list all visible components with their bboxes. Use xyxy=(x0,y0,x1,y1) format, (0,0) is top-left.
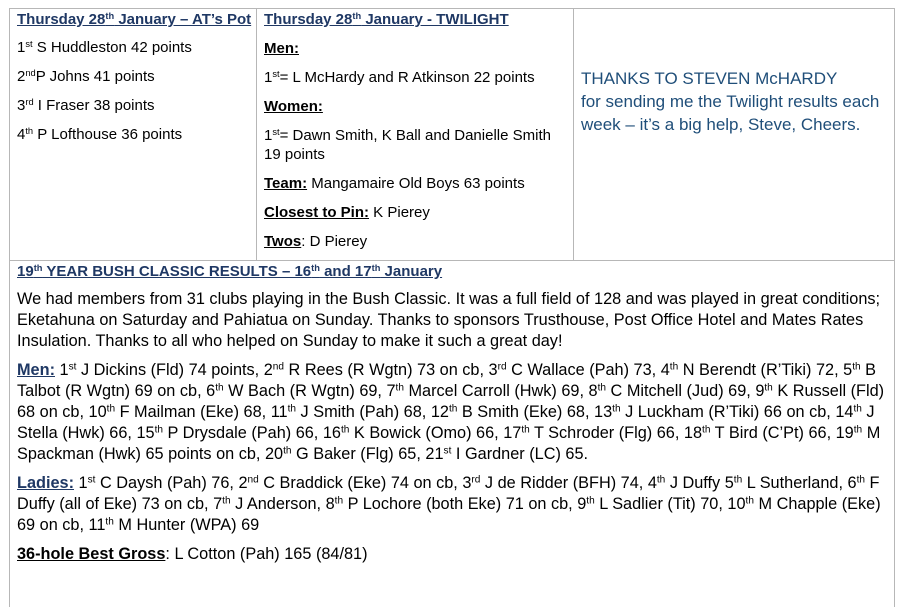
placing-suffix: th xyxy=(669,361,679,373)
placing-suffix: th xyxy=(448,403,458,415)
placing-number: 12 xyxy=(430,403,449,421)
placing-number: 4 xyxy=(660,361,670,379)
result-text: T Schroder (Flg) 66, xyxy=(529,424,684,442)
ats-pot-result-row xyxy=(17,96,255,115)
placing-number: 18 xyxy=(683,424,703,442)
result-text: J Duffy xyxy=(665,474,725,492)
result-text: C Braddick (Eke) 74 on cb, xyxy=(258,474,463,492)
placing-number: 10 xyxy=(88,403,107,421)
result-text: K Bowick (Omo) 66, xyxy=(349,424,504,442)
ats-pot-cell xyxy=(17,10,255,144)
placing-number: 11 xyxy=(88,516,106,534)
placing-number: 15 xyxy=(136,424,155,442)
placing-suffix: th xyxy=(612,403,621,415)
placing-suffix: rd xyxy=(497,361,507,373)
placing-number: 19 xyxy=(835,424,854,442)
result-text: M Hunter (WPA) 69 xyxy=(113,516,260,534)
placing-suffix: th xyxy=(340,424,350,436)
placing-number: 21 xyxy=(425,445,444,463)
ats-pot-results xyxy=(17,38,255,144)
result-text: T Bird (C’Pt) 66, xyxy=(710,424,836,442)
placing-suffix: th xyxy=(745,495,754,507)
placing-suffix: nd xyxy=(272,361,285,373)
placing-number: 6 xyxy=(847,474,857,492)
result-text: B Talbot (R Wgtn) 69 on cb, xyxy=(17,361,877,400)
result-text: W Bach (R Wgtn) 69, xyxy=(223,382,387,400)
bush-classic-best-gross xyxy=(17,544,887,565)
placing-number: 2 xyxy=(238,474,248,492)
twilight-heading: Thursday 28th January - TWILIGHT xyxy=(264,10,509,28)
placing-number: 1 xyxy=(78,474,88,492)
result-text: G Baker (Flg) 65, xyxy=(291,445,426,463)
result-text: N Berendt (R’Tiki) 72, xyxy=(678,361,844,379)
result-text: K Russell (Fld) 68 on cb, xyxy=(17,382,885,421)
result-text: L Sutherland, xyxy=(742,474,848,492)
placing-number: 8 xyxy=(325,495,335,513)
best-gross-value: : L Cotton (Pah) 165 (84/81) xyxy=(165,545,368,563)
table-border-right xyxy=(894,8,895,607)
placing-number: 2 xyxy=(17,68,26,85)
result-text: J de Ridder (BFH) 74, xyxy=(480,474,648,492)
men-label: Men: xyxy=(17,361,55,379)
twilight-twos: Twos: D Pierey xyxy=(264,233,368,250)
placing-suffix: rd xyxy=(471,474,481,486)
result-text: R Rees (R Wgtn) 73 on cb, xyxy=(284,361,489,379)
twilight-women-result: 1st= Dawn Smith, K Ball and Danielle Smith 19 points xyxy=(264,126,551,163)
placing-suffix: th xyxy=(395,382,404,394)
twilight-men-label: Men: xyxy=(264,40,299,57)
placing-suffix: st xyxy=(68,361,77,373)
placing-number: 1 xyxy=(17,39,26,56)
thanks-heading: THANKS TO STEVEN McHARDY xyxy=(581,69,838,88)
result-text: Marcel Carroll (Hwk) 69, xyxy=(403,382,589,400)
placing-number: 20 xyxy=(264,445,284,463)
placing-number: 9 xyxy=(755,382,765,400)
placing-suffix: st xyxy=(87,474,96,486)
result-text: P Lochore (both Eke) 71 on cb, xyxy=(343,495,578,513)
placing-suffix: th xyxy=(733,474,743,486)
placing-suffix: th xyxy=(215,382,224,394)
result-text: I Gardner (LC) 65. xyxy=(451,445,589,463)
best-gross-label: 36-hole Best Gross xyxy=(17,545,166,563)
result-text: P Drysdale (Pah) 66, xyxy=(162,424,323,442)
table-border-top xyxy=(9,8,895,9)
placing-suffix: th xyxy=(702,424,711,436)
bush-classic-heading: 19th YEAR BUSH CLASSIC RESULTS – 16th and 17th January xyxy=(17,262,443,280)
ats-pot-result-row xyxy=(17,125,255,144)
result-text: P Lofthouse 36 points xyxy=(33,126,183,143)
result-text: M Spackman (Hwk) 65 points on cb, xyxy=(17,424,881,463)
bush-classic-cell xyxy=(17,262,887,565)
placing-number: 16 xyxy=(322,424,341,442)
thanks-body: for sending me the Twilight results each week – it’s a big help, Steve, Cheers. xyxy=(581,92,880,134)
result-text: F Duffy (all of Eke) 73 on cb, xyxy=(17,474,880,513)
placing-number: 8 xyxy=(588,382,598,400)
twilight-team: Team: Mangamaire Old Boys 63 points xyxy=(264,175,525,192)
placing-suffix: th xyxy=(853,403,862,415)
bush-classic-men-results xyxy=(17,360,887,465)
twilight-women-label: Women: xyxy=(264,98,323,115)
result-text: C Daysh (Pah) 76, xyxy=(95,474,239,492)
placing-suffix: th xyxy=(105,516,114,528)
placing-number: 7 xyxy=(386,382,396,400)
bush-classic-ladies-results xyxy=(17,473,887,536)
result-text: J Luckham (R’Tiki) 66 on cb, xyxy=(620,403,836,421)
ats-pot-heading: Thursday 28th January – AT’s Pot xyxy=(17,10,252,28)
placing-number: 2 xyxy=(263,361,273,379)
placing-number: 4 xyxy=(647,474,657,492)
placing-number: 14 xyxy=(835,403,854,421)
placing-suffix: st xyxy=(443,445,452,457)
result-text: C Mitchell (Jud) 69, xyxy=(606,382,756,400)
result-text: J Dickins (Fld) 74 points, xyxy=(76,361,264,379)
result-text: J Stella (Hwk) 66, xyxy=(17,403,875,442)
placing-suffix: th xyxy=(287,403,297,415)
placing-number: 17 xyxy=(503,424,522,442)
placing-suffix: th xyxy=(106,403,116,415)
ats-pot-result-row xyxy=(17,38,255,57)
placing-number: 5 xyxy=(724,474,734,492)
column-divider-2 xyxy=(573,8,574,260)
result-text: J Smith (Pah) 68, xyxy=(296,403,431,421)
placing-number: 11 xyxy=(270,403,288,421)
result-text: S Huddleston 42 points xyxy=(32,39,192,56)
placing-suffix: th xyxy=(852,361,861,373)
placing-suffix: th xyxy=(222,495,231,507)
placing-suffix: th xyxy=(856,474,865,486)
row-divider xyxy=(9,260,895,261)
placing-number: 13 xyxy=(594,403,613,421)
placing-suffix: rd xyxy=(25,96,34,107)
table-border-left xyxy=(9,8,10,607)
placing-suffix: th xyxy=(853,424,863,436)
placing-suffix: th xyxy=(586,495,595,507)
placing-number: 3 xyxy=(462,474,472,492)
placing-suffix: nd xyxy=(247,474,259,486)
result-text: I Fraser 38 points xyxy=(33,97,155,114)
twilight-men-result: 1st= L McHardy and R Atkinson 22 points xyxy=(264,68,535,86)
placing-suffix: th xyxy=(154,424,163,436)
placing-suffix: th xyxy=(25,125,34,136)
placing-suffix: th xyxy=(283,445,292,457)
placing-suffix: th xyxy=(334,495,344,507)
result-text: B Smith (Eke) 68, xyxy=(457,403,595,421)
result-text: J Anderson, xyxy=(230,495,326,513)
placing-number: 6 xyxy=(206,382,216,400)
placing-suffix: nd xyxy=(25,67,36,78)
bush-classic-intro: We had members from 31 clubs playing in the Bush Classic. It was a full field of 128 and was played in great conditions; Eketahuna on Saturday and Pahiatua on Sunday. Thanks to sponsors Trusthouse, Post Office Hotel and Mates Rates Insulation. Thanks to all who helped on Sunday to make it such a great day! xyxy=(17,290,881,350)
twilight-closest-to-pin: Closest to Pin: K Pierey xyxy=(264,204,430,221)
placing-number: 4 xyxy=(17,126,26,143)
result-text: F Mailman (Eke) 68, xyxy=(115,403,271,421)
result-text: L Sadlier (Tit) 70, xyxy=(594,495,728,513)
placing-suffix: th xyxy=(764,382,773,394)
placing-number: 9 xyxy=(577,495,587,513)
placing-number: 1 xyxy=(59,361,69,379)
thanks-cell xyxy=(581,67,891,136)
ats-pot-result-row xyxy=(17,67,255,86)
twilight-cell xyxy=(264,10,570,251)
placing-number: 3 xyxy=(488,361,498,379)
placing-number: 5 xyxy=(843,361,853,379)
placing-suffix: st xyxy=(25,38,33,49)
placing-suffix: th xyxy=(656,474,666,486)
ladies-label: Ladies: xyxy=(17,474,75,492)
result-text: C Wallace (Pah) 73, xyxy=(506,361,661,379)
placing-suffix: th xyxy=(597,382,607,394)
placing-suffix: th xyxy=(521,424,530,436)
result-text: P Johns 41 points xyxy=(35,68,155,85)
column-divider-1 xyxy=(256,8,257,260)
result-text: M Chapple (Eke) 69 on cb, xyxy=(17,495,881,534)
placing-number: 7 xyxy=(213,495,223,513)
placing-number: 10 xyxy=(727,495,746,513)
placing-number: 3 xyxy=(17,97,26,114)
